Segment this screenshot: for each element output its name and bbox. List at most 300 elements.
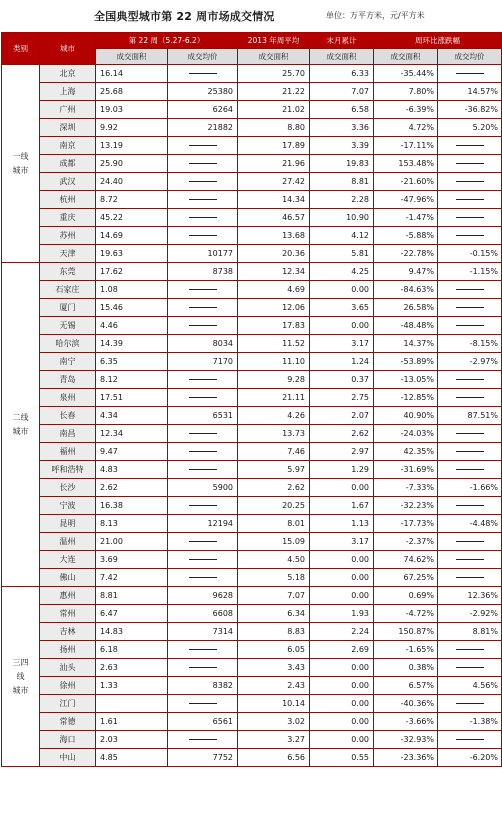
empty-dash — [456, 469, 484, 470]
city-cell: 无锡 — [40, 317, 96, 335]
price-cell: 7314 — [168, 623, 238, 641]
wow-area-cell: 74.62% — [374, 551, 438, 569]
city-cell: 吉林 — [40, 623, 96, 641]
city-cell: 广州 — [40, 101, 96, 119]
wow-area-cell: -32.23% — [374, 497, 438, 515]
area-cell: 25.68 — [96, 83, 168, 101]
header-row — [2, 33, 502, 49]
wow-area-cell: 14.37% — [374, 335, 438, 353]
wow-price-cell: 5.20% — [438, 119, 502, 137]
col-city: 城市 — [40, 33, 96, 65]
avg-area-cell: 2.43 — [238, 677, 310, 695]
avg-area-cell: 12.34 — [238, 263, 310, 281]
month-area-cell: 4.25 — [310, 263, 374, 281]
sub-wow-area: 成交面积 — [374, 49, 438, 65]
wow-price-cell — [438, 227, 502, 245]
city-cell: 福州 — [40, 443, 96, 461]
table-row — [2, 605, 502, 623]
area-cell: 1.61 — [96, 713, 168, 731]
city-cell: 南宁 — [40, 353, 96, 371]
table-row — [2, 137, 502, 155]
price-cell — [168, 425, 238, 443]
wow-price-cell: -36.82% — [438, 101, 502, 119]
month-area-cell: 0.00 — [310, 659, 374, 677]
price-cell: 10177 — [168, 245, 238, 263]
wow-price-cell — [438, 659, 502, 677]
empty-dash — [456, 559, 484, 560]
empty-dash — [189, 217, 217, 218]
month-area-cell: 3.36 — [310, 119, 374, 137]
empty-dash — [189, 541, 217, 542]
price-cell: 12194 — [168, 515, 238, 533]
wow-price-cell — [438, 425, 502, 443]
empty-dash — [456, 199, 484, 200]
empty-dash — [456, 739, 484, 740]
area-cell: 8.72 — [96, 191, 168, 209]
month-area-cell: 3.17 — [310, 335, 374, 353]
table-row — [2, 101, 502, 119]
area-cell: 16.14 — [96, 65, 168, 83]
wow-price-cell — [438, 191, 502, 209]
table-row — [2, 245, 502, 263]
city-cell: 石家庄 — [40, 281, 96, 299]
city-cell: 厦门 — [40, 299, 96, 317]
table-row — [2, 263, 502, 281]
sub-area: 成交面积 — [96, 49, 168, 65]
wow-price-cell — [438, 461, 502, 479]
table-row — [2, 641, 502, 659]
price-cell: 6531 — [168, 407, 238, 425]
avg-area-cell: 6.34 — [238, 605, 310, 623]
avg-area-cell: 4.50 — [238, 551, 310, 569]
wow-price-cell — [438, 497, 502, 515]
wow-area-cell: 26.58% — [374, 299, 438, 317]
avg-area-cell: 11.52 — [238, 335, 310, 353]
city-cell: 武汉 — [40, 173, 96, 191]
wow-area-cell: -1.47% — [374, 209, 438, 227]
avg-area-cell: 4.26 — [238, 407, 310, 425]
empty-dash — [189, 163, 217, 164]
month-area-cell: 2.75 — [310, 389, 374, 407]
price-cell — [168, 317, 238, 335]
area-cell: 17.62 — [96, 263, 168, 281]
city-cell: 深圳 — [40, 119, 96, 137]
table-row — [2, 443, 502, 461]
wow-price-cell — [438, 533, 502, 551]
empty-dash — [189, 559, 217, 560]
wow-area-cell: 67.25% — [374, 569, 438, 587]
tier-label: 二线 城市 — [2, 263, 40, 587]
price-cell — [168, 497, 238, 515]
wow-area-cell: 153.48% — [374, 155, 438, 173]
table-row — [2, 299, 502, 317]
city-cell: 扬州 — [40, 641, 96, 659]
area-cell: 17.51 — [96, 389, 168, 407]
price-cell: 9628 — [168, 587, 238, 605]
avg-area-cell: 3.43 — [238, 659, 310, 677]
empty-dash — [456, 703, 484, 704]
month-area-cell: 1.29 — [310, 461, 374, 479]
table-row — [2, 533, 502, 551]
table-row — [2, 587, 502, 605]
price-cell: 5900 — [168, 479, 238, 497]
city-cell: 江门 — [40, 695, 96, 713]
month-area-cell: 2.07 — [310, 407, 374, 425]
city-cell: 常德 — [40, 713, 96, 731]
wow-area-cell: 0.69% — [374, 587, 438, 605]
tier-label: 一线 城市 — [2, 65, 40, 263]
month-area-cell: 2.97 — [310, 443, 374, 461]
empty-dash — [189, 451, 217, 452]
month-area-cell: 4.12 — [310, 227, 374, 245]
wow-price-cell — [438, 569, 502, 587]
price-cell — [168, 641, 238, 659]
city-cell: 温州 — [40, 533, 96, 551]
empty-dash — [189, 199, 217, 200]
wow-price-cell: 14.57% — [438, 83, 502, 101]
month-area-cell: 19.83 — [310, 155, 374, 173]
empty-dash — [189, 325, 217, 326]
city-cell: 呼和浩特 — [40, 461, 96, 479]
area-cell: 19.03 — [96, 101, 168, 119]
wow-price-cell — [438, 551, 502, 569]
area-cell: 9.92 — [96, 119, 168, 137]
table-row — [2, 65, 502, 83]
month-area-cell: 2.62 — [310, 425, 374, 443]
table-row — [2, 695, 502, 713]
wow-price-cell — [438, 299, 502, 317]
wow-area-cell: -12.85% — [374, 389, 438, 407]
empty-dash — [456, 289, 484, 290]
wow-price-cell: 8.81% — [438, 623, 502, 641]
area-cell: 2.63 — [96, 659, 168, 677]
wow-area-cell: -5.88% — [374, 227, 438, 245]
city-cell: 东莞 — [40, 263, 96, 281]
area-cell: 13.19 — [96, 137, 168, 155]
table-row — [2, 83, 502, 101]
wow-area-cell: -47.96% — [374, 191, 438, 209]
avg-area-cell: 11.10 — [238, 353, 310, 371]
avg-area-cell: 20.25 — [238, 497, 310, 515]
area-cell: 9.47 — [96, 443, 168, 461]
avg-area-cell: 10.14 — [238, 695, 310, 713]
wow-price-cell — [438, 317, 502, 335]
empty-dash — [456, 433, 484, 434]
area-cell: 4.83 — [96, 461, 168, 479]
avg-area-cell: 7.46 — [238, 443, 310, 461]
empty-dash — [456, 649, 484, 650]
city-cell: 长沙 — [40, 479, 96, 497]
city-cell: 北京 — [40, 65, 96, 83]
city-cell: 佛山 — [40, 569, 96, 587]
wow-price-cell: 87.51% — [438, 407, 502, 425]
wow-price-cell: -4.48% — [438, 515, 502, 533]
table-row — [2, 371, 502, 389]
table-row — [2, 659, 502, 677]
month-area-cell: 0.00 — [310, 281, 374, 299]
empty-dash — [456, 541, 484, 542]
month-area-cell: 5.81 — [310, 245, 374, 263]
city-cell: 宁波 — [40, 497, 96, 515]
table-row — [2, 479, 502, 497]
empty-dash — [456, 451, 484, 452]
area-cell: 16.38 — [96, 497, 168, 515]
price-cell: 21882 — [168, 119, 238, 137]
wow-price-cell — [438, 137, 502, 155]
city-cell: 苏州 — [40, 227, 96, 245]
avg-area-cell: 8.83 — [238, 623, 310, 641]
avg-area-cell: 4.69 — [238, 281, 310, 299]
area-cell: 6.18 — [96, 641, 168, 659]
empty-dash — [456, 577, 484, 578]
price-cell: 7170 — [168, 353, 238, 371]
month-area-cell: 0.00 — [310, 569, 374, 587]
table-row — [2, 551, 502, 569]
wow-area-cell: -35.44% — [374, 65, 438, 83]
city-cell: 大连 — [40, 551, 96, 569]
price-cell — [168, 371, 238, 389]
empty-dash — [189, 433, 217, 434]
avg-area-cell: 17.83 — [238, 317, 310, 335]
avg-area-cell: 27.42 — [238, 173, 310, 191]
wow-area-cell: 6.57% — [374, 677, 438, 695]
wow-price-cell: -6.20% — [438, 749, 502, 767]
price-cell — [168, 569, 238, 587]
table-row — [2, 227, 502, 245]
area-cell: 2.03 — [96, 731, 168, 749]
price-cell: 7752 — [168, 749, 238, 767]
sub-price: 成交均价 — [168, 49, 238, 65]
city-cell: 惠州 — [40, 587, 96, 605]
avg-area-cell: 2.62 — [238, 479, 310, 497]
month-area-cell: 6.58 — [310, 101, 374, 119]
market-table — [1, 32, 502, 767]
area-cell: 14.39 — [96, 335, 168, 353]
table-row — [2, 209, 502, 227]
area-cell: 21.00 — [96, 533, 168, 551]
wow-area-cell: -31.69% — [374, 461, 438, 479]
col-avg2013: 2013 年周平均 — [238, 33, 310, 49]
area-cell: 45.22 — [96, 209, 168, 227]
avg-area-cell: 21.02 — [238, 101, 310, 119]
table-row — [2, 461, 502, 479]
wow-price-cell — [438, 209, 502, 227]
price-cell: 6561 — [168, 713, 238, 731]
table-row — [2, 317, 502, 335]
avg-area-cell: 21.11 — [238, 389, 310, 407]
empty-dash — [189, 379, 217, 380]
avg-area-cell: 14.34 — [238, 191, 310, 209]
wow-area-cell: -17.11% — [374, 137, 438, 155]
price-cell — [168, 281, 238, 299]
city-cell: 中山 — [40, 749, 96, 767]
month-area-cell: 10.90 — [310, 209, 374, 227]
wow-area-cell: -21.60% — [374, 173, 438, 191]
price-cell — [168, 551, 238, 569]
area-cell: 3.69 — [96, 551, 168, 569]
wow-price-cell: -0.15% — [438, 245, 502, 263]
avg-area-cell: 8.01 — [238, 515, 310, 533]
month-area-cell: 2.28 — [310, 191, 374, 209]
city-cell: 上海 — [40, 83, 96, 101]
empty-dash — [456, 397, 484, 398]
area-cell: 14.83 — [96, 623, 168, 641]
table-row — [2, 191, 502, 209]
price-cell: 8738 — [168, 263, 238, 281]
table-row — [2, 497, 502, 515]
wow-price-cell — [438, 281, 502, 299]
table-row — [2, 389, 502, 407]
sub-month-area: 成交面积 — [310, 49, 374, 65]
wow-area-cell: 40.90% — [374, 407, 438, 425]
price-cell: 6608 — [168, 605, 238, 623]
wow-price-cell: -1.15% — [438, 263, 502, 281]
city-cell: 杭州 — [40, 191, 96, 209]
wow-price-cell: 4.56% — [438, 677, 502, 695]
price-cell: 8034 — [168, 335, 238, 353]
empty-dash — [189, 397, 217, 398]
month-area-cell: 3.39 — [310, 137, 374, 155]
price-cell — [168, 389, 238, 407]
col-week: 第 22 周（5.27-6.2） — [96, 33, 238, 49]
avg-area-cell: 15.09 — [238, 533, 310, 551]
table-row — [2, 713, 502, 731]
area-cell: 4.46 — [96, 317, 168, 335]
month-area-cell: 0.00 — [310, 713, 374, 731]
tier-label: 三四 线 城市 — [2, 587, 40, 767]
avg-area-cell: 6.05 — [238, 641, 310, 659]
wow-area-cell: -7.33% — [374, 479, 438, 497]
empty-dash — [456, 181, 484, 182]
table-row — [2, 731, 502, 749]
empty-dash — [456, 307, 484, 308]
month-area-cell: 0.00 — [310, 587, 374, 605]
wow-area-cell: 9.47% — [374, 263, 438, 281]
price-cell — [168, 155, 238, 173]
price-cell — [168, 731, 238, 749]
city-cell: 天津 — [40, 245, 96, 263]
area-cell: 6.35 — [96, 353, 168, 371]
col-wow: 周环比涨跌幅 — [374, 33, 502, 49]
month-area-cell: 0.55 — [310, 749, 374, 767]
area-cell: 4.34 — [96, 407, 168, 425]
avg-area-cell: 3.27 — [238, 731, 310, 749]
empty-dash — [189, 145, 217, 146]
unit-note: 单位：万平方米，元/平方米 — [326, 11, 425, 20]
month-area-cell: 0.00 — [310, 731, 374, 749]
city-cell: 南昌 — [40, 425, 96, 443]
empty-dash — [456, 235, 484, 236]
price-cell — [168, 299, 238, 317]
avg-area-cell: 5.18 — [238, 569, 310, 587]
wow-area-cell: -40.36% — [374, 695, 438, 713]
area-cell: 8.13 — [96, 515, 168, 533]
empty-dash — [189, 505, 217, 506]
sub-avg-area: 成交面积 — [238, 49, 310, 65]
area-cell: 15.46 — [96, 299, 168, 317]
empty-dash — [189, 703, 217, 704]
area-cell: 8.12 — [96, 371, 168, 389]
area-cell: 12.34 — [96, 425, 168, 443]
city-cell: 昆明 — [40, 515, 96, 533]
city-cell: 重庆 — [40, 209, 96, 227]
price-cell: 6264 — [168, 101, 238, 119]
table-body — [2, 65, 502, 767]
wow-area-cell: -2.37% — [374, 533, 438, 551]
city-cell: 青岛 — [40, 371, 96, 389]
wow-price-cell — [438, 173, 502, 191]
price-cell — [168, 659, 238, 677]
table-row — [2, 623, 502, 641]
empty-dash — [189, 289, 217, 290]
price-cell: 25380 — [168, 83, 238, 101]
month-area-cell: 7.07 — [310, 83, 374, 101]
area-cell: 2.62 — [96, 479, 168, 497]
area-cell: 1.08 — [96, 281, 168, 299]
empty-dash — [189, 739, 217, 740]
empty-dash — [189, 307, 217, 308]
empty-dash — [189, 181, 217, 182]
city-cell: 哈尔滨 — [40, 335, 96, 353]
wow-price-cell: -1.38% — [438, 713, 502, 731]
avg-area-cell: 20.36 — [238, 245, 310, 263]
avg-area-cell: 7.07 — [238, 587, 310, 605]
wow-price-cell — [438, 389, 502, 407]
wow-price-cell — [438, 695, 502, 713]
wow-area-cell: -17.73% — [374, 515, 438, 533]
avg-area-cell: 12.06 — [238, 299, 310, 317]
table-row — [2, 425, 502, 443]
avg-area-cell: 17.89 — [238, 137, 310, 155]
area-cell: 8.81 — [96, 587, 168, 605]
empty-dash — [456, 325, 484, 326]
price-cell — [168, 173, 238, 191]
wow-area-cell: -23.36% — [374, 749, 438, 767]
table-row — [2, 515, 502, 533]
table-row — [2, 335, 502, 353]
wow-price-cell — [438, 155, 502, 173]
wow-area-cell: -32.93% — [374, 731, 438, 749]
price-cell — [168, 65, 238, 83]
table-row — [2, 407, 502, 425]
col-category: 类别 — [2, 33, 40, 65]
area-cell: 6.47 — [96, 605, 168, 623]
empty-dash — [189, 577, 217, 578]
month-area-cell: 0.00 — [310, 695, 374, 713]
col-monthend: 末月累计 — [310, 33, 374, 49]
month-area-cell: 0.00 — [310, 677, 374, 695]
avg-area-cell: 3.02 — [238, 713, 310, 731]
price-cell — [168, 209, 238, 227]
month-area-cell: 6.33 — [310, 65, 374, 83]
avg-area-cell: 5.97 — [238, 461, 310, 479]
area-cell: 14.69 — [96, 227, 168, 245]
empty-dash — [189, 649, 217, 650]
empty-dash — [456, 145, 484, 146]
table-row — [2, 677, 502, 695]
month-area-cell: 8.81 — [310, 173, 374, 191]
wow-price-cell: -2.92% — [438, 605, 502, 623]
month-area-cell: 1.24 — [310, 353, 374, 371]
wow-price-cell — [438, 65, 502, 83]
table-row — [2, 119, 502, 137]
month-area-cell: 2.24 — [310, 623, 374, 641]
table-row — [2, 749, 502, 767]
month-area-cell: 1.13 — [310, 515, 374, 533]
month-area-cell: 2.69 — [310, 641, 374, 659]
table-row — [2, 353, 502, 371]
wow-area-cell: -53.89% — [374, 353, 438, 371]
